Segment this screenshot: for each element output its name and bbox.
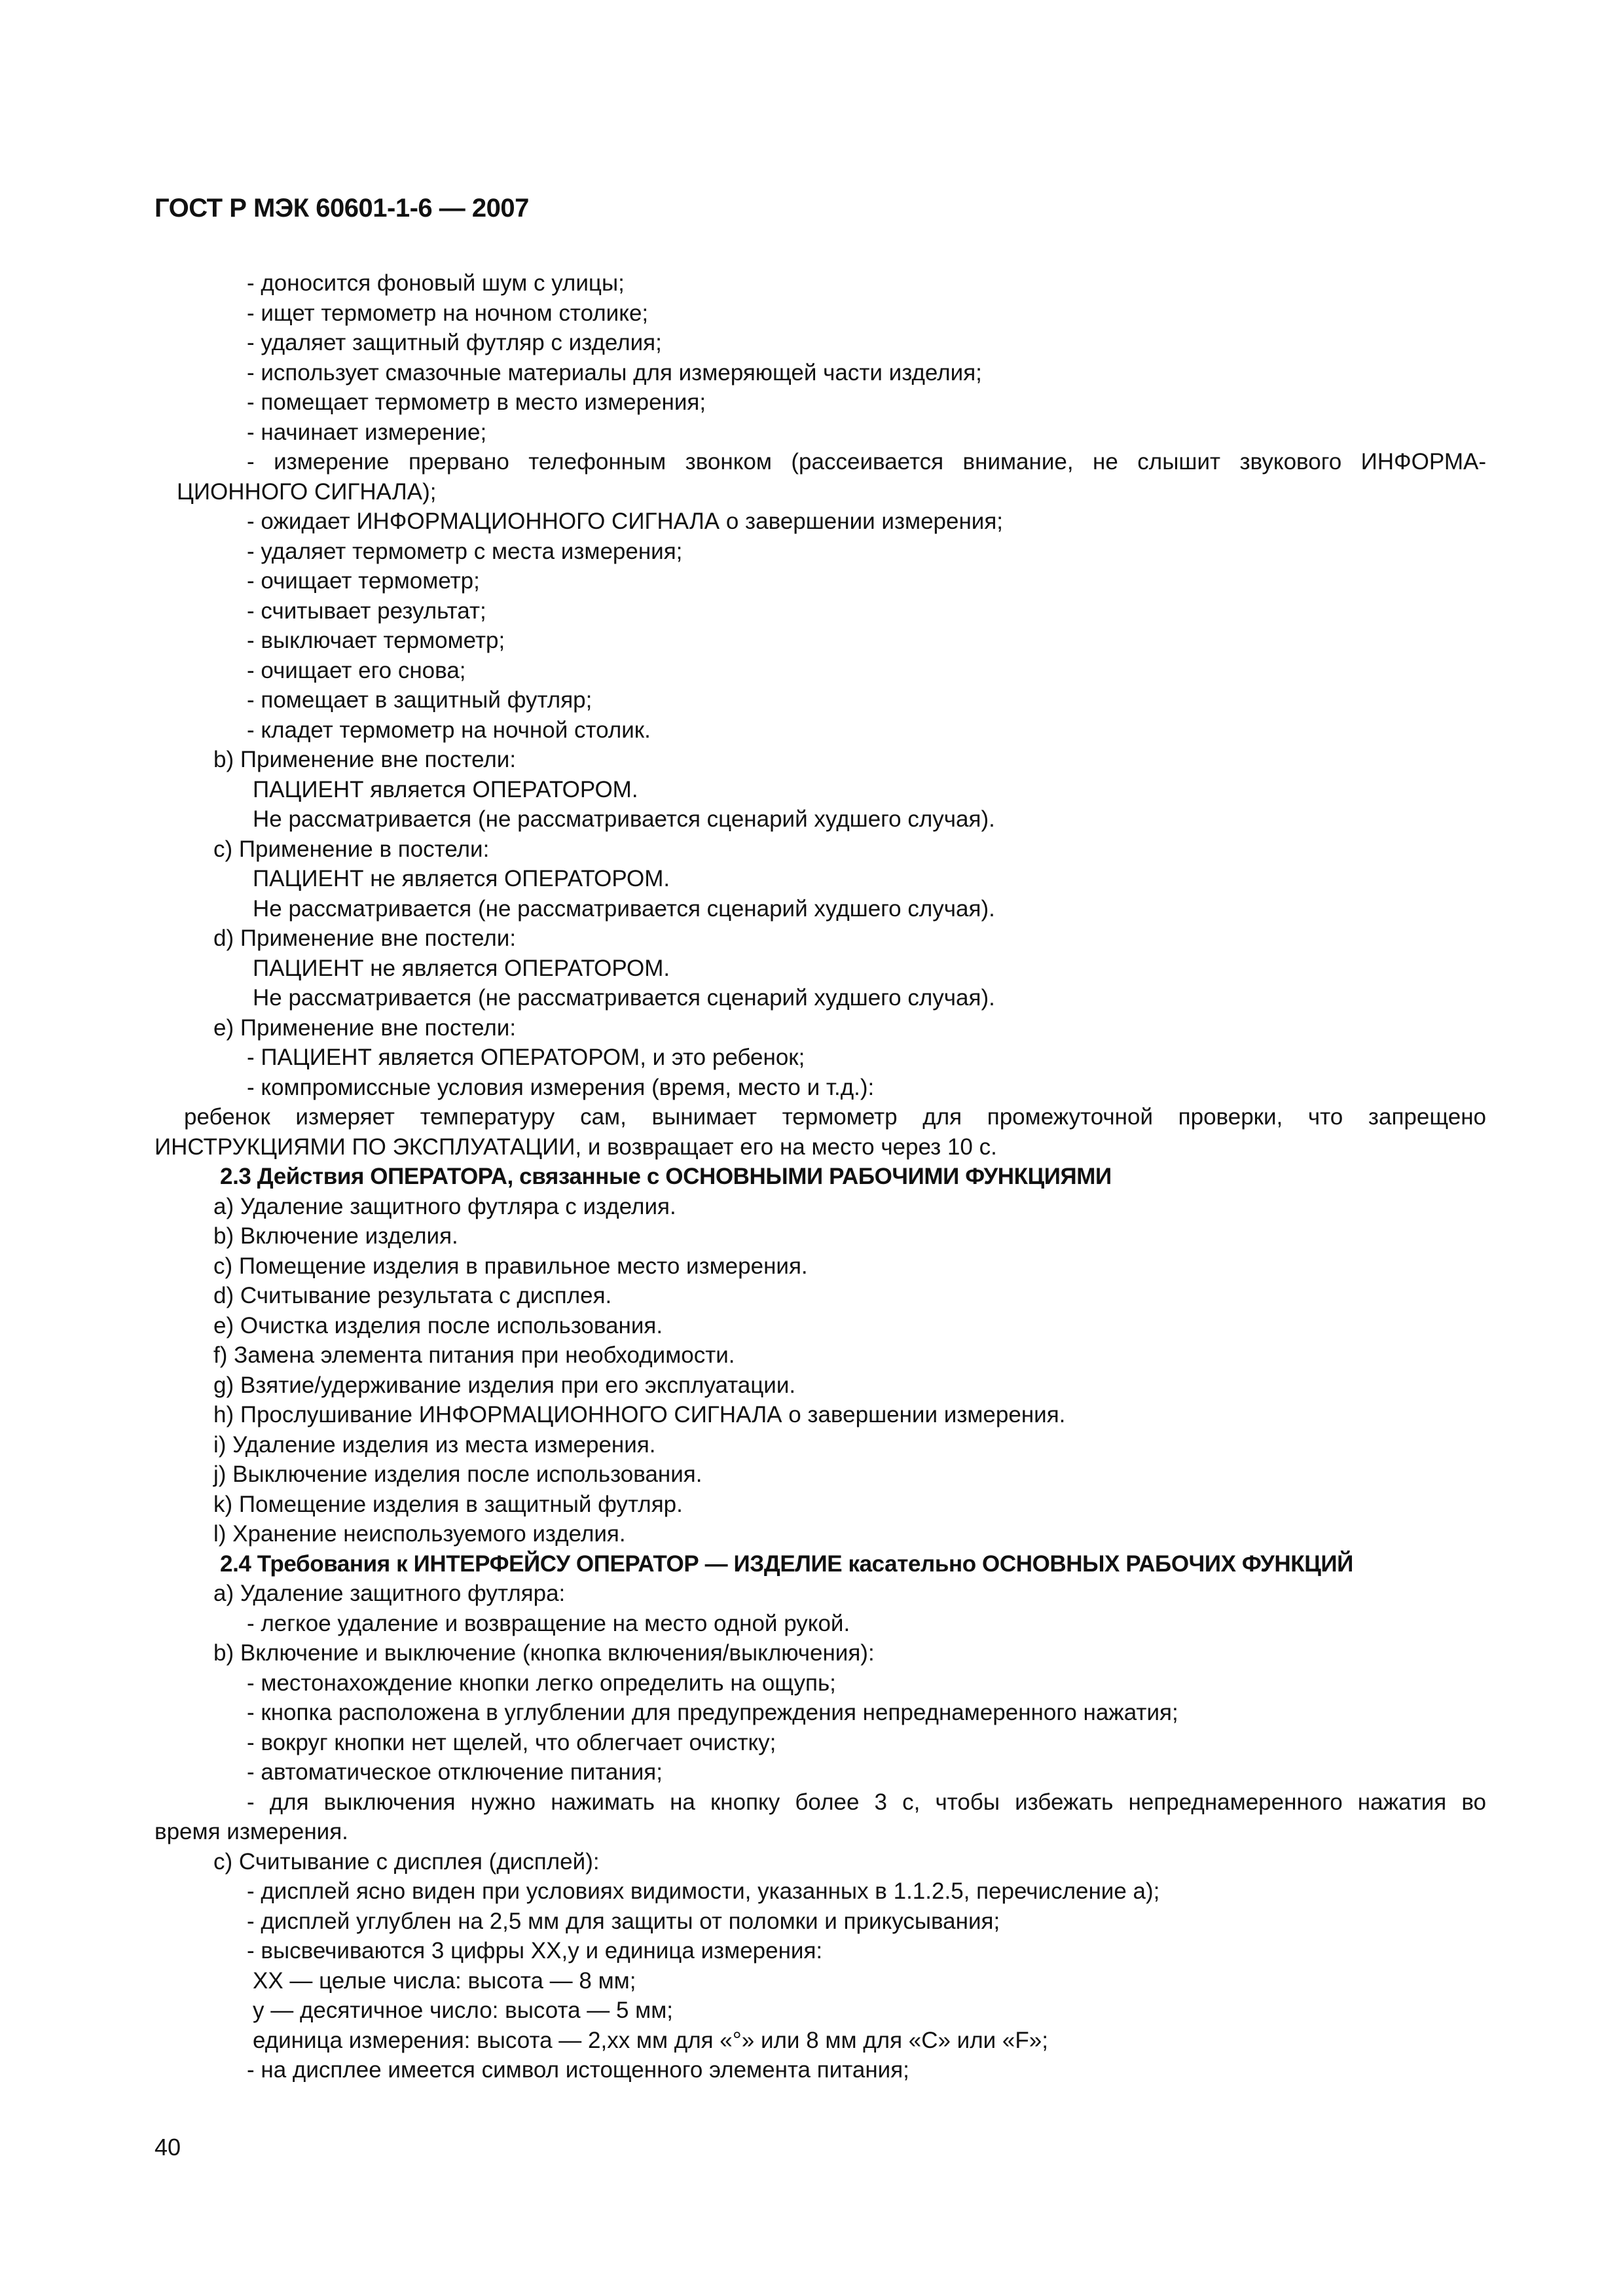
text-line: b) Применение вне постели: [213, 747, 517, 772]
text-line: Не рассматривается (не рассматривается сценарий худшего случая). [253, 895, 995, 922]
document-body [155, 268, 1486, 2085]
text-line: - использует смазочные материалы для измеряющей части изделия; [247, 359, 982, 386]
text-line: время измерения. [155, 1819, 348, 1844]
text-line: c) Применение в постели: [213, 836, 490, 862]
text-line: k) Помещение изделия в защитный футляр. [213, 1491, 683, 1517]
page-number: 40 [155, 2134, 181, 2161]
text-line: ПАЦИЕНТ не является ОПЕРАТОРОМ. [253, 955, 670, 981]
text-line: - для выключения нужно нажимать на кнопку более 3 с, чтобы избежать непреднамеренного нажатия во [247, 1789, 1486, 1815]
text-line: i) Удаление изделия из места измерения. [213, 1431, 656, 1458]
text-line: - кладет термометр на ночной столик. [247, 717, 651, 743]
text-line: b) Включение и выключение (кнопка включения/выключения): [213, 1640, 875, 1666]
text-line: ЦИОННОГО СИГНАЛА); [177, 478, 437, 505]
text-line: XX — целые числа: высота — 8 мм; [253, 1967, 636, 1994]
text-line: - ожидает ИНФОРМАЦИОННОГО СИГНАЛА о завершении измерения; [247, 509, 1004, 534]
text-line: - дисплей углублен на 2,5 мм для защиты от поломки и прикусывания; [247, 1908, 1000, 1934]
text-line: d) Применение вне постели: [213, 925, 517, 951]
text-line: - легкое удаление и возвращение на место одной рукой. [247, 1610, 850, 1636]
text-line: - кнопка расположена в углублении для предупреждения непреднамеренного нажатия; [247, 1700, 1178, 1725]
text-line: - ищет термометр на ночном столике; [247, 300, 649, 326]
text-line: - доносится фоновый шум с улицы; [247, 270, 625, 296]
text-line: y — десятичное число: высота — 5 мм; [253, 1998, 674, 2023]
text-line: - очищает термометр; [247, 568, 480, 594]
text-line: h) Прослушивание ИНФОРМАЦИОННОГО СИГНАЛА о завершении измерения. [213, 1402, 1066, 1427]
text-line: l) Хранение неиспользуемого изделия. [213, 1521, 626, 1547]
text-line: - на дисплее имеется символ истощенного элемента питания; [247, 2057, 909, 2083]
text-line: ребенок измеряет температуру сам, вынимает термометр для промежуточной проверки, что запрещено [184, 1104, 1486, 1130]
section-heading: 2.3 Действия ОПЕРАТОРА, связанные с ОСНОВНЫМИ РАБОЧИМИ ФУНКЦИЯМИ [220, 1164, 1112, 1189]
text-line: - ПАЦИЕНТ является ОПЕРАТОРОМ, и это ребенок; [247, 1045, 805, 1070]
text-line: - считывает результат; [247, 598, 486, 624]
text-line: - местонахождение кнопки легко определить на ощупь; [247, 1670, 836, 1696]
text-line: a) Удаление защитного футляра: [213, 1581, 566, 1606]
text-line: единица измерения: высота — 2,xx мм для «°» или 8 мм для «С» или «F»; [253, 2027, 1048, 2053]
text-line: f) Замена элемента питания при необходимости. [213, 1342, 735, 1368]
text-line: - начинает измерение; [247, 419, 487, 445]
text-line: e) Применение вне постели: [213, 1014, 517, 1041]
text-line: - автоматическое отключение питания; [247, 1759, 663, 1785]
text-line: - очищает его снова; [247, 657, 466, 683]
text-line: - помещает в защитный футляр; [247, 687, 593, 713]
text-line: d) Считывание результата с дисплея. [213, 1283, 612, 1308]
text-line: - удаляет защитный футляр с изделия; [247, 330, 662, 355]
text-line: c) Помещение изделия в правильное место измерения. [213, 1253, 808, 1279]
text-line: j) Выключение изделия после использования. [213, 1462, 702, 1487]
text-line: - вокруг кнопки нет щелей, что облегчает очистку; [247, 1729, 776, 1755]
text-line: ИНСТРУКЦИЯМИ ПО ЭКСПЛУАТАЦИИ, и возвращает его на место через 10 с. [155, 1134, 997, 1160]
text-line: Не рассматривается (не рассматривается сценарий худшего случая). [253, 985, 995, 1011]
text-line: c) Считывание с дисплея (дисплей): [213, 1848, 600, 1874]
text-line: e) Очистка изделия после использования. [213, 1312, 663, 1338]
text-line: - выключает термометр; [247, 628, 505, 653]
text-line: g) Взятие/удерживание изделия при его эксплуатации. [213, 1372, 796, 1398]
text-line: a) Удаление защитного футляра с изделия. [213, 1193, 676, 1219]
text-line: ПАЦИЕНТ является ОПЕРАТОРОМ. [253, 776, 638, 802]
text-line: - удаляет термометр с места измерения; [247, 538, 683, 564]
text-line: b) Включение изделия. [213, 1223, 458, 1249]
text-line: - высвечиваются 3 цифры XX,y и единица измерения: [247, 1938, 823, 1964]
section-heading: 2.4 Требования к ИНТЕРФЕЙСУ ОПЕРАТОР — ИЗДЕЛИЕ касательно ОСНОВНЫХ РАБОЧИХ ФУНКЦИЙ [220, 1551, 1353, 1577]
text-line: Не рассматривается (не рассматривается сценарий худшего случая). [253, 806, 995, 832]
text-line: - помещает термометр в место измерения; [247, 389, 706, 415]
text-line: ПАЦИЕНТ не является ОПЕРАТОРОМ. [253, 866, 670, 891]
document-header: ГОСТ Р МЭК 60601-1-6 — 2007 [155, 194, 529, 223]
text-line: - измерение прервано телефонным звонком (рассеивается внимание, не слышит звукового ИНФОРМА- [247, 449, 1486, 475]
text-line: - дисплей ясно виден при условиях видимости, указанных в 1.1.2.5, перечисление a); [247, 1878, 1160, 1904]
text-line: - компромиссные условия измерения (время, место и т.д.): [247, 1074, 875, 1100]
